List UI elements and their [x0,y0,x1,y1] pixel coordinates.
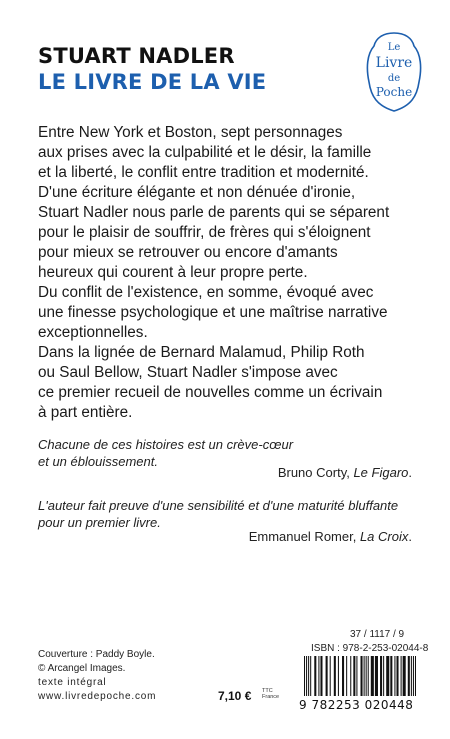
barcode-bar [403,656,406,696]
book-title: LE LIVRE DE LA VIE [38,70,267,94]
barcode-bar [361,656,363,696]
barcode-bar [415,656,416,696]
summary-line: D'une écriture élégante et non dénuée d'ironie, [38,184,356,201]
quote-end: . [408,529,412,544]
livre-de-poche-logo [365,30,423,114]
logo-line-4: Poche [375,85,413,99]
barcode-bar [353,656,355,696]
barcode-bar [330,656,331,696]
summary-line: pour le plaisir de souffrir, de frères qui s'éloignent [38,224,371,241]
credits [38,648,156,704]
barcode-bar [320,656,322,696]
summary-line: à part entière. [38,404,133,421]
logo-line-3: de [387,73,401,84]
quote-author: Emmanuel Romer, [248,529,360,544]
logo-line-1: Le [387,42,401,53]
summary-line: ou Saul Bellow, Stuart Nadler s'impose avec [38,364,338,381]
summary-line: Du conflit de l'existence, en somme, évoqué avec [38,284,374,301]
barcode-bar [368,656,369,696]
quote-line: et un éblouissement. [38,454,158,469]
quote-line: L'auteur fait preuve d'une sensibilité et d'une maturité bluffante [38,498,399,513]
summary-line: Stuart Nadler nous parle de parents qui se séparent [38,204,390,221]
quote-attribution-1 [278,465,412,480]
barcode-bar [364,656,365,696]
summary-line: une finesse psychologique et une maîtrise narrative [38,304,388,321]
quote-line: Chacune de ces histoires est un crève-cœur [38,437,294,452]
price-note [262,688,279,700]
barcode-bar [346,656,347,696]
barcode-bar [314,656,316,696]
barcode-bar [411,656,412,696]
barcode-bar [306,656,307,696]
barcode-digits: 9 782253 020448 [299,698,414,712]
logo-line-2: Livre [375,55,413,71]
barcode-bar [386,656,389,696]
quote-author: Bruno Corty, [277,465,354,480]
summary-line: exceptionnelles. [38,324,148,341]
barcode-bar [396,656,398,696]
barcode-bar [380,656,382,696]
barcode-bar [356,656,357,696]
barcode-bar [366,656,367,696]
quote-source: La Croix [359,529,409,544]
summary-line: aux prises avec la culpabilité et le désir, la famille [38,144,372,161]
catalog-reference: 37 / 1117 / 9 [350,629,405,640]
isbn: ISBN : 978-2-253-02044-8 [311,643,429,654]
barcode-bar [350,656,351,696]
barcode-bar [304,656,305,696]
book-summary [38,123,433,423]
barcode-bar [334,656,336,696]
price-note-country: France [262,694,280,700]
barcode-bar [383,656,384,696]
quote-attribution-2 [249,529,412,544]
summary-line: pour mieux se retrouver ou encore d'amants [38,244,338,261]
price: 7,10 € [218,689,252,703]
edition-note: texte intégral [38,677,107,688]
barcode-bar [371,656,374,696]
summary-line: et la liberté, le conflit entre tradition et modernité. [38,164,369,181]
summary-line: Dans la lignée de Bernard Malamud, Philip Roth [38,344,365,361]
cover-credit: Couverture : Paddy Boyle. [38,649,155,660]
barcode-bar [390,656,392,696]
barcode-bar [375,656,378,696]
summary-line: Entre New York et Boston, sept personnages [38,124,343,141]
image-copyright: © Arcangel Images. [38,663,126,674]
barcode-bar [408,656,410,696]
author-name: STUART NADLER [38,44,235,68]
barcode-bar [413,656,414,696]
barcode-bar [338,656,339,696]
quote-source: Le Figaro [353,465,409,480]
quote-end: . [408,465,412,480]
publisher-website: www.livredepoche.com [38,691,157,702]
price-note-ttc: TTC [262,688,273,694]
barcode-bar [326,656,328,696]
summary-line: ce premier recueil de nouvelles comme un écrivain [38,384,383,401]
barcode-bar [310,656,311,696]
quote-line: pour un premier livre. [38,515,161,530]
barcode-bar [308,656,309,696]
barcode-bar [394,656,395,696]
summary-line: heureux qui courent à leur propre perte. [38,264,308,281]
barcode-bar [401,656,402,696]
barcode-bar [318,656,319,696]
barcode-bar [342,656,344,696]
press-quote-2 [38,497,438,531]
